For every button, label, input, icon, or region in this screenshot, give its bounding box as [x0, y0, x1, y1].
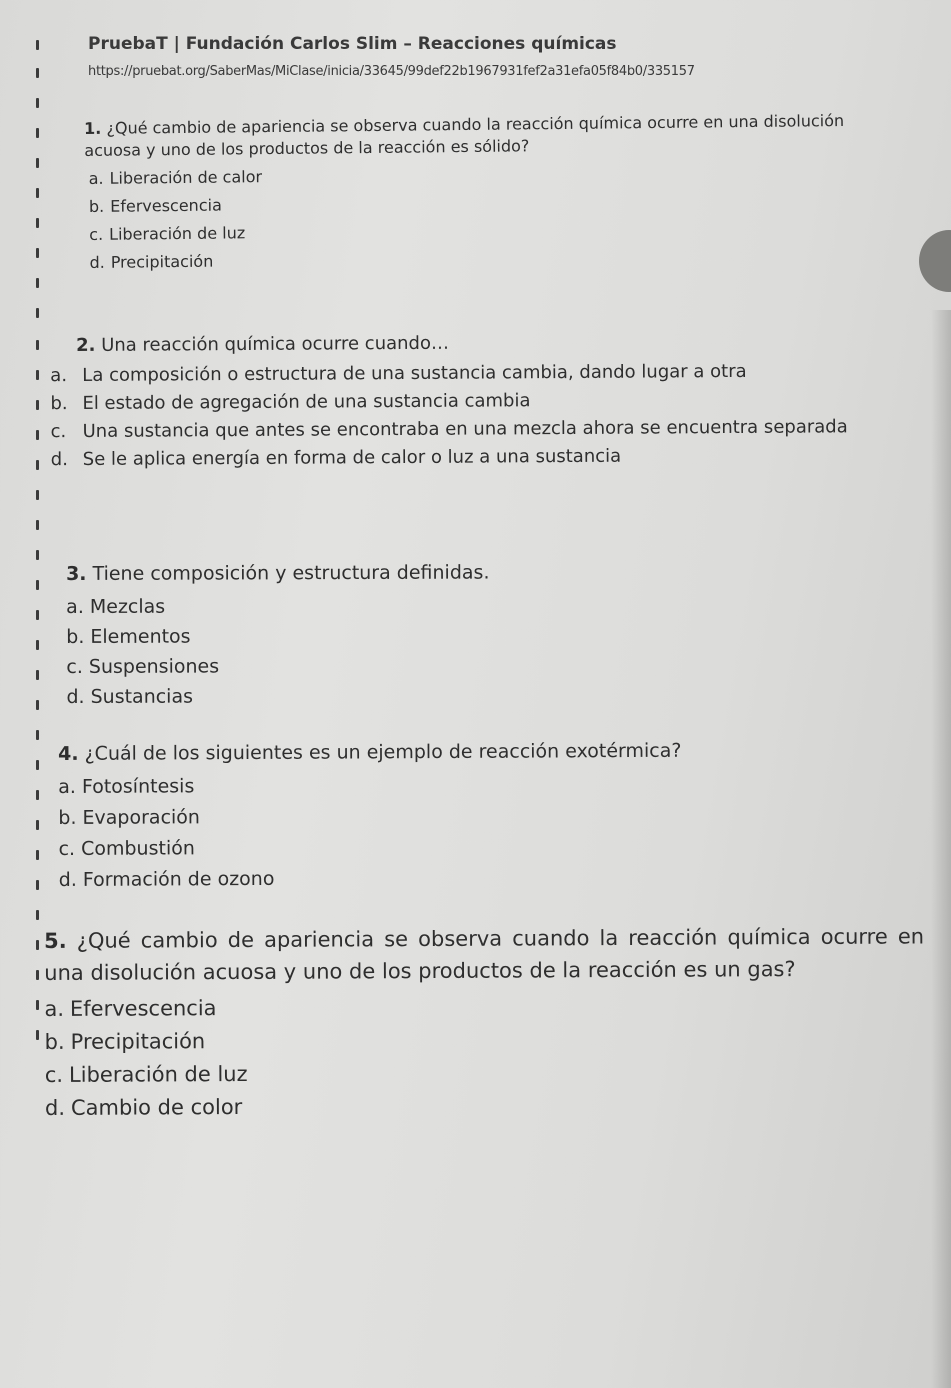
question-number: 2.: [76, 334, 96, 356]
answer-option[interactable]: [58, 829, 918, 865]
option-text: Combustión: [81, 836, 195, 860]
question-text: [58, 737, 918, 767]
option-text: Cambio de color: [70, 1094, 243, 1120]
answer-option[interactable]: [66, 619, 886, 652]
binding-mark: [36, 970, 39, 980]
binding-mark: [36, 248, 39, 258]
binding-mark: [36, 670, 39, 680]
notebook-binding-edge: [28, 20, 54, 1320]
option-text: Sustancias: [90, 685, 194, 708]
option-text: Liberación de luz: [109, 223, 246, 244]
option-letter: a.: [66, 595, 84, 618]
finger-shadow: [919, 230, 951, 292]
binding-mark: [36, 910, 39, 920]
option-text: Se le aplica energía en forma de calor o luz a una sustancia: [82, 445, 622, 471]
question-5: [44, 921, 925, 1125]
option-letter: c.: [66, 655, 83, 678]
binding-mark: [36, 340, 39, 350]
question-prompt: ¿Qué cambio de apariencia se observa cuando la reacción química ocurre en una disolución acuosa y uno de los productos de la reacción es un gas?: [44, 924, 925, 985]
question-prompt: ¿Cuál de los siguientes es un ejemplo de reacción exotérmica?: [84, 739, 682, 765]
binding-mark: [36, 370, 39, 380]
question-text: [66, 559, 886, 588]
answer-option[interactable]: [58, 767, 918, 803]
answer-option[interactable]: [59, 860, 919, 896]
binding-mark: [36, 850, 39, 860]
binding-mark: [36, 580, 39, 590]
binding-mark: [36, 128, 39, 138]
binding-mark: [36, 760, 39, 770]
answer-options: [66, 589, 886, 712]
document-url: https://pruebat.org/SaberMas/MiClase/inicia/33645/99def22b1967931fef2a31efa05f84b0/335157: [88, 64, 695, 79]
question-4: [58, 737, 919, 895]
binding-mark: [36, 400, 39, 410]
binding-mark: [36, 40, 39, 50]
binding-mark: [36, 1000, 39, 1010]
question-text: [44, 921, 924, 989]
option-text: Precipitación: [70, 1029, 206, 1054]
option-text: El estado de agregación de una sustancia cambia: [82, 390, 531, 415]
option-letter: a.: [88, 168, 104, 189]
binding-mark: [36, 68, 39, 78]
answer-option[interactable]: [45, 1087, 925, 1125]
question-3: [66, 559, 887, 712]
option-text: Efervescencia: [69, 996, 217, 1021]
option-letter: d.: [89, 252, 105, 273]
answer-option[interactable]: [66, 589, 886, 622]
answer-options: [50, 357, 897, 474]
binding-mark: [36, 820, 39, 830]
option-text: Liberación de calor: [109, 167, 263, 188]
binding-mark: [36, 490, 39, 500]
option-text: Efervescencia: [110, 195, 222, 216]
question-prompt: Tiene composición y estructura definidas.: [92, 561, 490, 585]
binding-mark: [36, 730, 39, 740]
question-text: [76, 329, 896, 358]
answer-option[interactable]: [44, 988, 924, 1026]
option-letter: a.: [44, 996, 65, 1021]
question-number: 1.: [84, 118, 102, 138]
answer-option[interactable]: [66, 679, 886, 712]
answer-options: [44, 988, 925, 1125]
option-letter: b.: [88, 196, 105, 217]
option-text: Fotosíntesis: [81, 774, 195, 798]
binding-mark: [36, 610, 39, 620]
binding-mark: [36, 940, 39, 950]
binding-mark: [36, 278, 39, 288]
answer-option[interactable]: [50, 413, 897, 446]
question-number: 5.: [44, 928, 67, 953]
binding-mark: [36, 550, 39, 560]
binding-mark: [36, 700, 39, 710]
option-text: Suspensiones: [88, 655, 220, 678]
option-text: Evaporación: [82, 805, 200, 829]
option-text: Formación de ozono: [82, 867, 275, 891]
answer-option[interactable]: [66, 649, 886, 682]
option-letter: c.: [89, 224, 104, 245]
question-prompt: ¿Qué cambio de apariencia se observa cuando la reacción química ocurre en una disolución acuosa y uno de los productos de la reacción es sólido?: [84, 111, 845, 160]
binding-mark: [36, 188, 39, 198]
binding-mark: [36, 158, 39, 168]
answer-option[interactable]: [50, 441, 897, 474]
binding-mark: [36, 1030, 39, 1040]
binding-mark: [36, 520, 39, 530]
answer-option[interactable]: [45, 1054, 925, 1092]
option-letter: c.: [44, 1062, 64, 1087]
question-text: [84, 110, 874, 161]
question-number: 4.: [58, 742, 79, 765]
option-text: Elementos: [90, 625, 191, 648]
option-letter: b.: [66, 625, 85, 648]
page-header: [88, 34, 695, 79]
option-text: Precipitación: [110, 251, 214, 272]
option-text: La composición o estructura de una sustancia cambia, dando lugar a otra: [82, 361, 747, 387]
binding-mark: [36, 790, 39, 800]
answer-options: [58, 767, 919, 896]
binding-mark: [36, 98, 39, 108]
answer-option[interactable]: [45, 1021, 925, 1059]
binding-mark: [36, 640, 39, 650]
answer-options: [88, 157, 875, 277]
page-edge-shadow: [931, 310, 951, 1388]
binding-mark: [36, 460, 39, 470]
option-text: Liberación de luz: [68, 1061, 248, 1087]
option-letter: a.: [58, 775, 76, 798]
question-prompt: Una reacción química ocurre cuando…: [101, 332, 450, 356]
binding-mark: [36, 880, 39, 890]
option-letter: b.: [58, 806, 77, 829]
binding-mark: [36, 430, 39, 440]
option-letter: c.: [58, 837, 76, 860]
answer-option[interactable]: [58, 798, 918, 834]
document-title: PruebaT | Fundación Carlos Slim – Reacciones químicas: [88, 34, 617, 54]
option-letter: d.: [44, 1095, 66, 1120]
binding-mark: [36, 218, 39, 228]
question-number: 3.: [66, 562, 87, 585]
question-1: [84, 110, 876, 277]
option-text: Mezclas: [89, 595, 166, 618]
option-letter: d.: [66, 685, 85, 708]
binding-mark: [36, 308, 39, 318]
option-letter: b.: [44, 1029, 65, 1054]
question-2: [50, 329, 897, 474]
option-letter: d.: [58, 868, 77, 891]
option-text: Una sustancia que antes se encontraba en una mezcla ahora se encuentra separada: [82, 416, 848, 443]
